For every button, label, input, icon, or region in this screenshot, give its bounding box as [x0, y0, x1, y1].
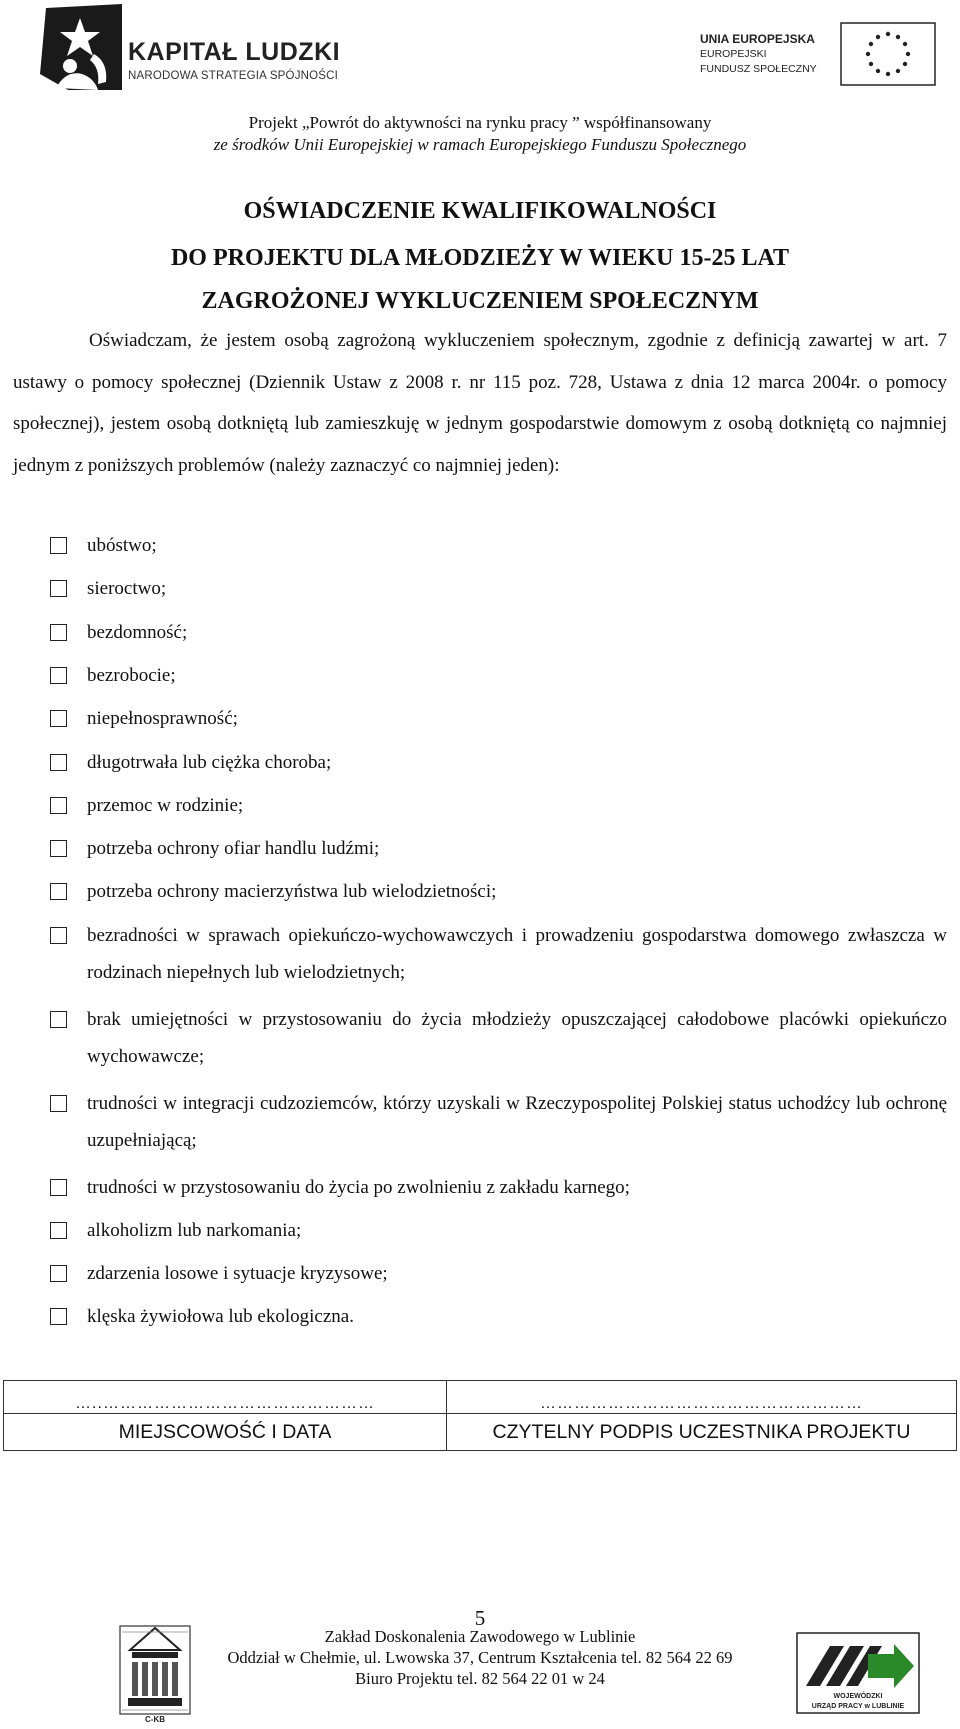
- statement-paragraph: [13, 320, 947, 486]
- ckb-logo-text: C-KB: [145, 1715, 165, 1724]
- checklist-item: [50, 1001, 947, 1075]
- project-info: [0, 112, 960, 156]
- checklist-item-label: sieroctwo;: [87, 578, 167, 599]
- checklist-item-label: alkoholizm lub narkomania;: [87, 1220, 302, 1241]
- checklist-item-label: potrzeba ochrony ofiar handlu ludźmi;: [87, 838, 380, 859]
- kapital-ludzki-emblem-icon: [38, 4, 122, 90]
- checklist-item-label: długotrwała lub ciężka choroba;: [87, 752, 332, 773]
- checkbox[interactable]: [50, 710, 67, 727]
- checkbox[interactable]: [50, 537, 67, 554]
- kapital-ludzki-title: KAPITAŁ LUDZKI: [128, 38, 341, 66]
- checkbox[interactable]: [50, 580, 67, 597]
- wup-logo-line2: URZĄD PRACY w LUBLINIE: [811, 1703, 905, 1710]
- project-line-2: ze środków Unii Europejskiej w ramach Europejskiego Funduszu Społecznego: [213, 135, 747, 154]
- checklist-item: [50, 657, 947, 694]
- checkbox[interactable]: [50, 1011, 67, 1028]
- checklist-item: [50, 527, 947, 564]
- checklist-item: [50, 873, 947, 910]
- checkbox[interactable]: [50, 797, 67, 814]
- project-line-1: Projekt „Powrót do aktywności na rynku pracy ” współfinansowany: [248, 113, 712, 132]
- title-line-1: OŚWIADCZENIE KWALIFIKOWALNOŚCI: [243, 198, 717, 224]
- checklist-item-label: trudności w przystosowaniu do życia po zwolnieniu z zakładu karnego;: [87, 1177, 630, 1198]
- checkbox[interactable]: [50, 754, 67, 771]
- checklist-item-label: przemoc w rodzinie;: [87, 795, 244, 816]
- ckb-logo: [118, 1620, 192, 1724]
- footer-line-2: Oddział w Chełmie, ul. Lwowska 37, Centrum Kształcenia tel. 82 564 22 69: [227, 1648, 733, 1667]
- checklist-item-label: niepełnosprawność;: [87, 708, 238, 729]
- checkbox[interactable]: [50, 927, 67, 944]
- checklist-item: [50, 1085, 947, 1159]
- eu-logo: [700, 18, 940, 88]
- checkbox[interactable]: [50, 1179, 67, 1196]
- signature-table: [3, 1380, 957, 1451]
- checklist-item: [50, 614, 947, 651]
- building-emblem-icon: [118, 1620, 192, 1724]
- checklist-item: [50, 1169, 947, 1206]
- checklist-item: [50, 700, 947, 737]
- checkbox[interactable]: [50, 624, 67, 641]
- wup-lublin-logo: [796, 1632, 920, 1714]
- place-date-field[interactable]: …..…………………………………………: [4, 1381, 447, 1414]
- eu-flag-icon: [840, 22, 936, 86]
- wup-arrow-icon: [796, 1632, 920, 1714]
- checklist-item-label: zdarzenia losowe i sytuacje kryzysowe;: [87, 1263, 388, 1284]
- signature-label: CZYTELNY PODPIS UCZESTNIKA PROJEKTU: [447, 1414, 957, 1451]
- checkbox[interactable]: [50, 1308, 67, 1325]
- eu-logo-line1: UNIA EUROPEJSKA: [700, 32, 815, 46]
- checklist-item: [50, 1212, 947, 1249]
- title-line-2: DO PROJEKTU DLA MŁODZIEŻY W WIEKU 15-25 LAT: [170, 245, 790, 271]
- kapital-ludzki-logo: [38, 4, 341, 90]
- checklist-item-label: bezdomność;: [87, 622, 188, 643]
- footer-line-3: Biuro Projektu tel. 82 564 22 01 w 24: [355, 1669, 605, 1688]
- title-line-3: ZAGROŻONEJ WYKLUCZENIEM SPOŁECZNYM: [201, 288, 759, 314]
- checklist-item: [50, 570, 947, 607]
- eu-logo-line2: EUROPEJSKI: [700, 48, 767, 60]
- place-date-label: MIEJSCOWOŚĆ I DATA: [4, 1414, 447, 1451]
- checklist-item: [50, 830, 947, 867]
- checklist-item: [50, 1298, 947, 1335]
- eu-logo-line3: FUNDUSZ SPOŁECZNY: [700, 63, 817, 75]
- checklist-item: [50, 917, 947, 991]
- checklist-item-label: trudności w integracji cudzoziemców, którzy uzyskali w Rzeczypospolitej Polskiej status uchodźcy lub ochronę uzupełniającą;: [87, 1093, 947, 1151]
- checklist-item-label: klęska żywiołowa lub ekologiczna.: [87, 1306, 354, 1327]
- checkbox[interactable]: [50, 883, 67, 900]
- checkbox[interactable]: [50, 1265, 67, 1282]
- checklist-item-label: bezrobocie;: [87, 665, 176, 686]
- checklist-item-label: potrzeba ochrony macierzyństwa lub wielodzietności;: [87, 881, 497, 902]
- checklist-item: [50, 1255, 947, 1292]
- page-number: 5: [474, 1606, 486, 1630]
- checkbox[interactable]: [50, 1095, 67, 1112]
- checklist-item-label: bezradności w sprawach opiekuńczo-wychowawczych i prowadzeniu gospodarstwa domowego zwłaszcza w rodzinach niepełnych lub wielodzietnych;: [87, 925, 947, 983]
- checkbox[interactable]: [50, 667, 67, 684]
- checklist-item-label: brak umiejętności w przystosowaniu do życia młodzieży opuszczającej całodobowe placówki opiekuńczo wychowawcze;: [87, 1009, 947, 1067]
- signature-field[interactable]: …………………………………………………: [447, 1381, 957, 1414]
- checklist-item-label: ubóstwo;: [87, 535, 157, 556]
- statement-text: Oświadczam, że jestem osobą zagrożoną wykluczeniem społecznym, zgodnie z definicją zawartej w art. 7 ustawy o pomocy społecznej (Dziennik Ustaw z 2008 r. nr 115 poz. 728, Ustawa z dnia 12 marca 2004r. o pomocy społecznej), jestem osobą dotkniętą lub zamieszkuję w jednym gospodarstwie domowym z osobą dotkniętą co najmniej jednym z poniższych problemów (należy zaznaczyć co najmniej jeden):: [13, 330, 947, 476]
- wup-logo-line1: WOJEWÓDZKI: [833, 1693, 883, 1700]
- footer-line-1: Zakład Doskonalenia Zawodowego w Lublinie: [324, 1627, 636, 1646]
- checklist-item: [50, 787, 947, 824]
- checkbox[interactable]: [50, 1222, 67, 1239]
- checklist-item: [50, 744, 947, 781]
- checkbox[interactable]: [50, 840, 67, 857]
- kapital-ludzki-subtitle: NARODOWA STRATEGIA SPÓJNOŚCI: [128, 70, 339, 82]
